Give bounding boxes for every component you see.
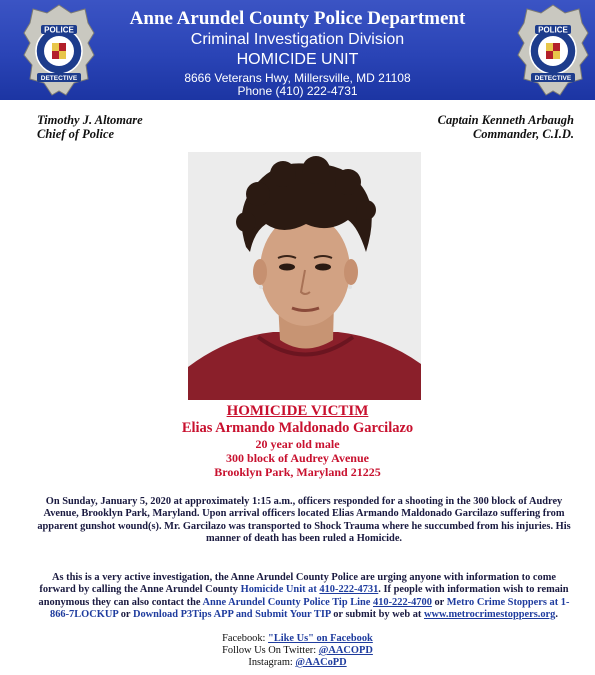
appeal-text-8: Download P3Tips APP and Submit Your TIP (132, 608, 331, 620)
appeal-text-2: Homicide Unit at (240, 584, 320, 596)
twitter-prefix: Follow Us On Twitter: (222, 645, 319, 656)
commander-title: Commander, C.I.D. (472, 127, 574, 141)
commander-signature-block (438, 113, 574, 141)
twitter-link[interactable]: @AACOPD (318, 645, 373, 656)
appeal-text-1: As this is a very active investigation, the Anne Arundel County Police are urging anyone with information to come forward by calling the Anne Arundel County (39, 572, 557, 596)
appeal-text-5: or (431, 596, 447, 608)
instagram-prefix: Instagram: (248, 657, 296, 668)
unit-title: HOMICIDE UNIT (236, 51, 359, 68)
crime-stoppers-web-link[interactable]: www.metrocrimestoppers.org (423, 608, 556, 620)
appeal-text-3: . If people with information wish to remain anonymous they can also contact the (38, 584, 569, 608)
appeal-text-9: or submit by web at (330, 608, 424, 620)
instagram-link[interactable]: @AACoPD (295, 657, 347, 668)
department-title: Anne Arundel County Police Department (129, 8, 466, 29)
badge-bottom-text: DETECTIVE (40, 75, 78, 82)
commander-name: Captain Kenneth Arbaugh (437, 113, 574, 127)
incident-paragraph: On Sunday, January 5, 2020 at approximately 1:15 a.m., officers responded for a shooting in the 300 block of Audrey Avenue, Brooklyn Park, Maryland. Upon arrival officers located Elias Armando Maldonado Garcilazo suffering from apparent gunshot wound(s). Mr. Garcilazo was transported to Shock Trauma where he succumbed from his injuries. His manner of death has been ruled a Homicide. (37, 496, 571, 544)
department-address: 8666 Veterans Hwy, Millersville, MD 21108 (184, 71, 411, 85)
victim-info (0, 403, 595, 479)
victim-photo (188, 152, 421, 400)
instagram-line (0, 657, 595, 669)
appeal-text-7: or (118, 608, 133, 620)
homicide-unit-phone-link[interactable]: 410-222-4731 (319, 584, 379, 596)
facebook-line (0, 633, 595, 645)
appeal-paragraph (34, 572, 574, 621)
chief-signature-block (37, 113, 143, 141)
appeal-text-4: Anne Arundel County Police Tip Line (202, 596, 374, 608)
victim-label: HOMICIDE VICTIM (226, 403, 369, 419)
facebook-link[interactable]: "Like Us" on Facebook (268, 633, 373, 644)
department-phone: Phone (410) 222-4731 (237, 84, 358, 98)
facebook-prefix: Facebook: (222, 633, 269, 644)
chief-title: Chief of Police (37, 127, 115, 141)
tip-line-phone-link[interactable]: 410-222-4700 (373, 596, 432, 608)
appeal-text-6: Metro Crime Stoppers at 1-866-7LOCKUP (50, 596, 570, 620)
badge-top-text: POLICE (538, 25, 568, 35)
division-title: Criminal Investigation Division (190, 31, 405, 48)
victim-age-sex: 20 year old male (255, 437, 340, 451)
appeal-text-10: . (555, 608, 558, 620)
letterhead-banner (0, 0, 595, 100)
twitter-line (0, 645, 595, 657)
badge-top-text: POLICE (44, 25, 74, 35)
badge-bottom-text: DETECTIVE (534, 75, 572, 82)
victim-city: Brooklyn Park, Maryland 21225 (214, 465, 381, 479)
victim-block: 300 block of Audrey Avenue (226, 451, 369, 465)
chief-name: Timothy J. Altomare (37, 113, 143, 127)
police-badge-right-icon (516, 3, 590, 97)
victim-name: Elias Armando Maldonado Garcilazo (181, 420, 414, 436)
